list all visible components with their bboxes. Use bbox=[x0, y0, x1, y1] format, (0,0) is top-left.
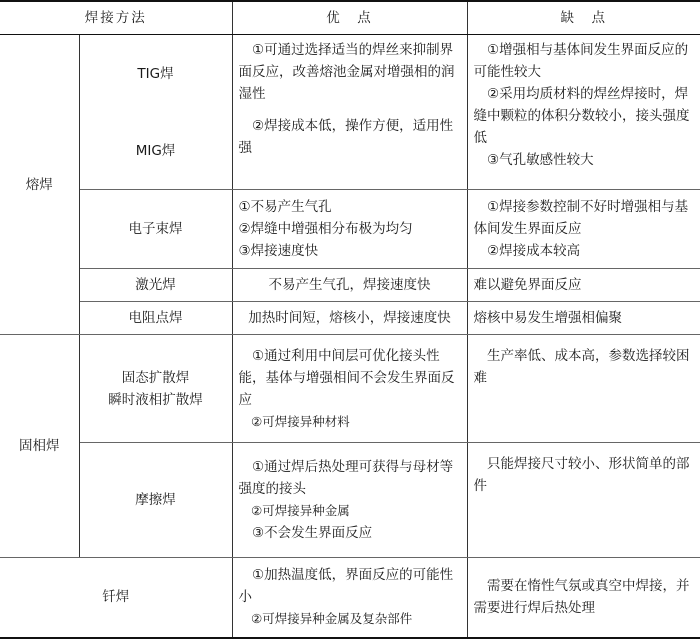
group-fusion: 熔焊 bbox=[0, 35, 79, 335]
list-item: ②采用均质材料的焊丝焊接时，焊缝中颗粒的体积分数较小，接头强度低 bbox=[473, 86, 690, 146]
disadvantages-brazing: 需要在惰性气氛或真空中焊接，并需要进行焊后热处理 bbox=[467, 558, 700, 638]
method-tig: TIG焊 bbox=[137, 65, 174, 82]
advantages-brazing bbox=[232, 558, 467, 638]
method-mig: MIG焊 bbox=[135, 142, 176, 159]
list-item: ②焊缝中增强相分布极为均匀 bbox=[238, 221, 413, 237]
header-method: 焊接方法 bbox=[0, 1, 232, 35]
method-cell-diffusion bbox=[79, 335, 232, 443]
list-item: ②焊接成本低，操作方便，适用性强 bbox=[238, 118, 454, 156]
advantages-resistance: 加热时间短，熔核小，焊接速度快 bbox=[232, 302, 467, 335]
advantages-tig-mig bbox=[232, 35, 467, 190]
table-row bbox=[0, 35, 700, 190]
header-disadvantages: 缺 点 bbox=[467, 1, 700, 35]
table-row bbox=[0, 558, 700, 638]
list-item: ②焊接成本较高 bbox=[487, 243, 581, 259]
method-friction: 摩擦焊 bbox=[79, 443, 232, 558]
method-laser: 激光焊 bbox=[79, 269, 232, 302]
list-item: ①通过利用中间层可优化接头性能，基体与增强相间不会发生界面反应 bbox=[238, 347, 455, 408]
method-ebw: 电子束焊 bbox=[79, 190, 232, 269]
list-item: ①加热温度低，界面反应的可能性小 bbox=[238, 567, 454, 606]
list-item: ①增强相与基体间发生界面反应的可能性较大 bbox=[473, 42, 689, 80]
method-cell-tig-mig bbox=[79, 35, 232, 190]
list-item: ①不易产生气孔 bbox=[238, 199, 332, 215]
advantages-diffusion bbox=[232, 335, 467, 443]
advantages-ebw bbox=[232, 190, 467, 269]
table-header-row bbox=[0, 1, 700, 35]
disadvantages-ebw bbox=[467, 190, 700, 269]
disadvantages-laser: 难以避免界面反应 bbox=[467, 269, 700, 302]
method-solid-diffusion: 固态扩散焊 bbox=[121, 369, 190, 386]
group-brazing: 钎焊 bbox=[0, 558, 232, 638]
list-item: ③不会发生界面反应 bbox=[252, 525, 373, 541]
group-solid: 固相焊 bbox=[0, 335, 79, 558]
list-item: ③气孔敏感性较大 bbox=[487, 152, 594, 168]
disadvantages-tig-mig bbox=[467, 35, 700, 190]
method-tlp-diffusion: 瞬时液相扩散焊 bbox=[108, 391, 203, 408]
table-row bbox=[0, 269, 700, 302]
header-advantages: 优 点 bbox=[232, 1, 467, 35]
table-row bbox=[0, 443, 700, 558]
advantages-friction bbox=[232, 443, 467, 558]
disadvantages-resistance: 熔核中易发生增强相偏聚 bbox=[467, 302, 700, 335]
list-item: ③焊接速度快 bbox=[238, 243, 319, 259]
table-row bbox=[0, 302, 700, 335]
advantages-laser: 不易产生气孔，焊接速度快 bbox=[232, 269, 467, 302]
disadvantages-diffusion: 生产率低、成本高，参数选择较困难 bbox=[467, 335, 700, 443]
list-item: ②可焊接异种材料 bbox=[251, 413, 350, 429]
list-item: ①通过焊后热处理可获得与母材等强度的接头 bbox=[238, 459, 454, 497]
disadvantages-friction: 只能焊接尺寸较小、形状简单的部件 bbox=[467, 443, 700, 558]
list-item: ①焊接参数控制不好时增强相与基体间发生界面反应 bbox=[473, 199, 689, 237]
list-item: ②可焊接异种金属 bbox=[251, 503, 350, 518]
list-item: ②可焊接异种金属及复杂部件 bbox=[251, 611, 413, 627]
table-row bbox=[0, 335, 700, 443]
method-resistance: 电阻点焊 bbox=[79, 302, 232, 335]
list-item: ①可通过选择适当的焊丝来抑制界面反应，改善熔池金属对增强相的润湿性 bbox=[238, 42, 455, 102]
table-row bbox=[0, 190, 700, 269]
